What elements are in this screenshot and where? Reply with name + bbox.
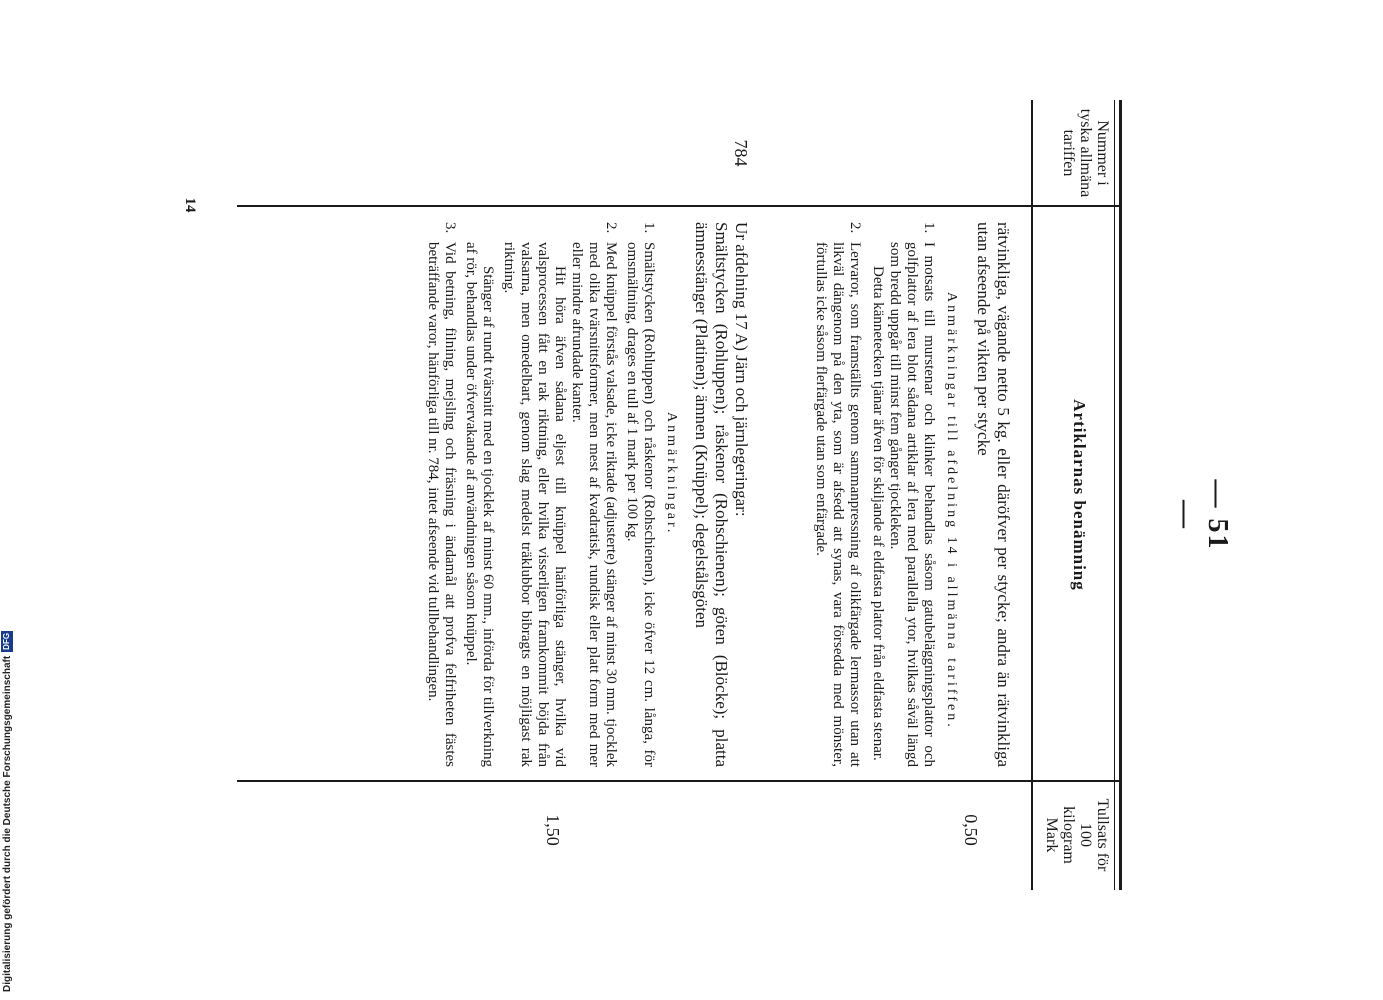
row-1-intro: rätvinkliga, vägande netto 5 kg. eller däröfver per stycke; andra än rätvinkliga utan afseende på vikten per stycke [974, 222, 1013, 767]
row-2-item [500, 222, 568, 767]
row-2-remarks-title: Anmärkningar. [664, 412, 679, 536]
top-rule-thick [1119, 100, 1122, 890]
row-2 [424, 222, 751, 767]
row-2-item [568, 222, 619, 767]
row-2-rate: 1,50 [543, 814, 563, 846]
digitization-note-text: Digitalisierung gefördert durch die Deutsche Forschungsgemeinschaft [1, 655, 13, 992]
row-2-item [623, 222, 657, 767]
row-2-item-label: 3. [442, 222, 458, 234]
header-rate-column: Tullsats för 100 kilogram Mark [1043, 798, 1111, 872]
footer-number: 14 [182, 197, 198, 213]
row-2-item-label: 2. [603, 222, 619, 234]
row-2-item-text: Vid betning, filning, mejsling och fräsning i ändamål att profva felfriheten fästes beträffande varor, hänförliga till nr. 784, intet afseende vid tullbehandlingen. [425, 242, 458, 767]
left-column-divider [237, 205, 1122, 207]
row-1-item-text: Lervaror, som framställts genom sammanpressning af olikfärgade lermassor utan att likväl dängenom på den yta, som är afsedd att synas, vara försedda med mönster, förtullas icke såsom flerfärgade utan som enfärgade. [813, 242, 863, 767]
row-2-item-text: Smältstycken (Rohluppen) och råskenor (Rohschienen), icke öfver 12 cm. långa, för omsmältning, drages en tull af 1 mark per 100 kg. [624, 242, 657, 767]
row-2-item-text: Stänger af rundt tvärsnitt med en tjocklek af minst 60 mm., införda för tillverkning af rör, behandlas under öfvervakande af användningen såsom knüppel. [463, 242, 496, 767]
row-1 [812, 222, 1013, 767]
page-number: — 51 — [1170, 479, 1233, 551]
row-2-intro: Smältstycken (Rohluppen); råskenor (Rohschienen); göten (Blöcke); platta ämnesstänger (Platinen); ämnen (Knüppel); degelstålsgöten [692, 222, 731, 767]
digitization-note [0, 606, 14, 992]
row-1-item-label: 1. [921, 222, 937, 234]
row-1-remarks-title: Anmärkningar till afdelning 14 i allmänna tariffen. [944, 292, 959, 730]
dfg-logo: DFG [2, 632, 11, 650]
top-rule-thin [1114, 100, 1115, 890]
row-1-item [812, 222, 863, 767]
row-2-item-text: Med knüppel förstås valsade, icke riktade (adjusterte) stänger af minst 30 mm. tjocklek med olika tvärsnittsformer, men mest af kvadratisk, rundisk eller platt form med mer eller mindre afrundade kanter. [569, 242, 619, 767]
header-bottom-rule [1031, 100, 1033, 890]
row-2-item-label: 1. [641, 222, 657, 234]
header-article-column: Artiklarnas benämning [1070, 399, 1089, 591]
row-1-item-text: Detta kännetecken tjänar äfven för skiljande af eldfasta plattor från eldfasta stenar. [870, 266, 886, 761]
row-1-item-label: 2. [847, 222, 863, 234]
right-column-divider [237, 780, 1122, 782]
row-1-item-text: I motsats till murstenar och klinker behandlas såsom gatubeläggningsplattor och golfplattor af lera blott sådana artiklar af lera med parallella ytor, hvilkas såväl längd som bredd uppgår till minst fem gånger tjockleken. [887, 242, 937, 767]
row-2-item-text: Hit höra äfven sådana eljest till knüppel hänförliga stänger, hvilka vid valsprocessen fått en rak riktning, eller hvilka visserligen framkommit böjda från valsarna, men omedelbart, genom slag medelst träklubbor bibragts en möjligast rak riktning. [501, 242, 568, 767]
row-1-item [869, 222, 886, 767]
row-2-section: Ur afdelning 17 A) Järn och järnlegeringar: [732, 222, 751, 517]
row-2-item [424, 222, 458, 767]
header-number-column: Nummer i tyska allmäna tariffen [1060, 108, 1111, 198]
row-2-item [462, 222, 496, 767]
row-2-number: 784 [731, 139, 751, 167]
row-1-rate: 0,50 [961, 814, 981, 846]
row-1-item [886, 222, 937, 767]
